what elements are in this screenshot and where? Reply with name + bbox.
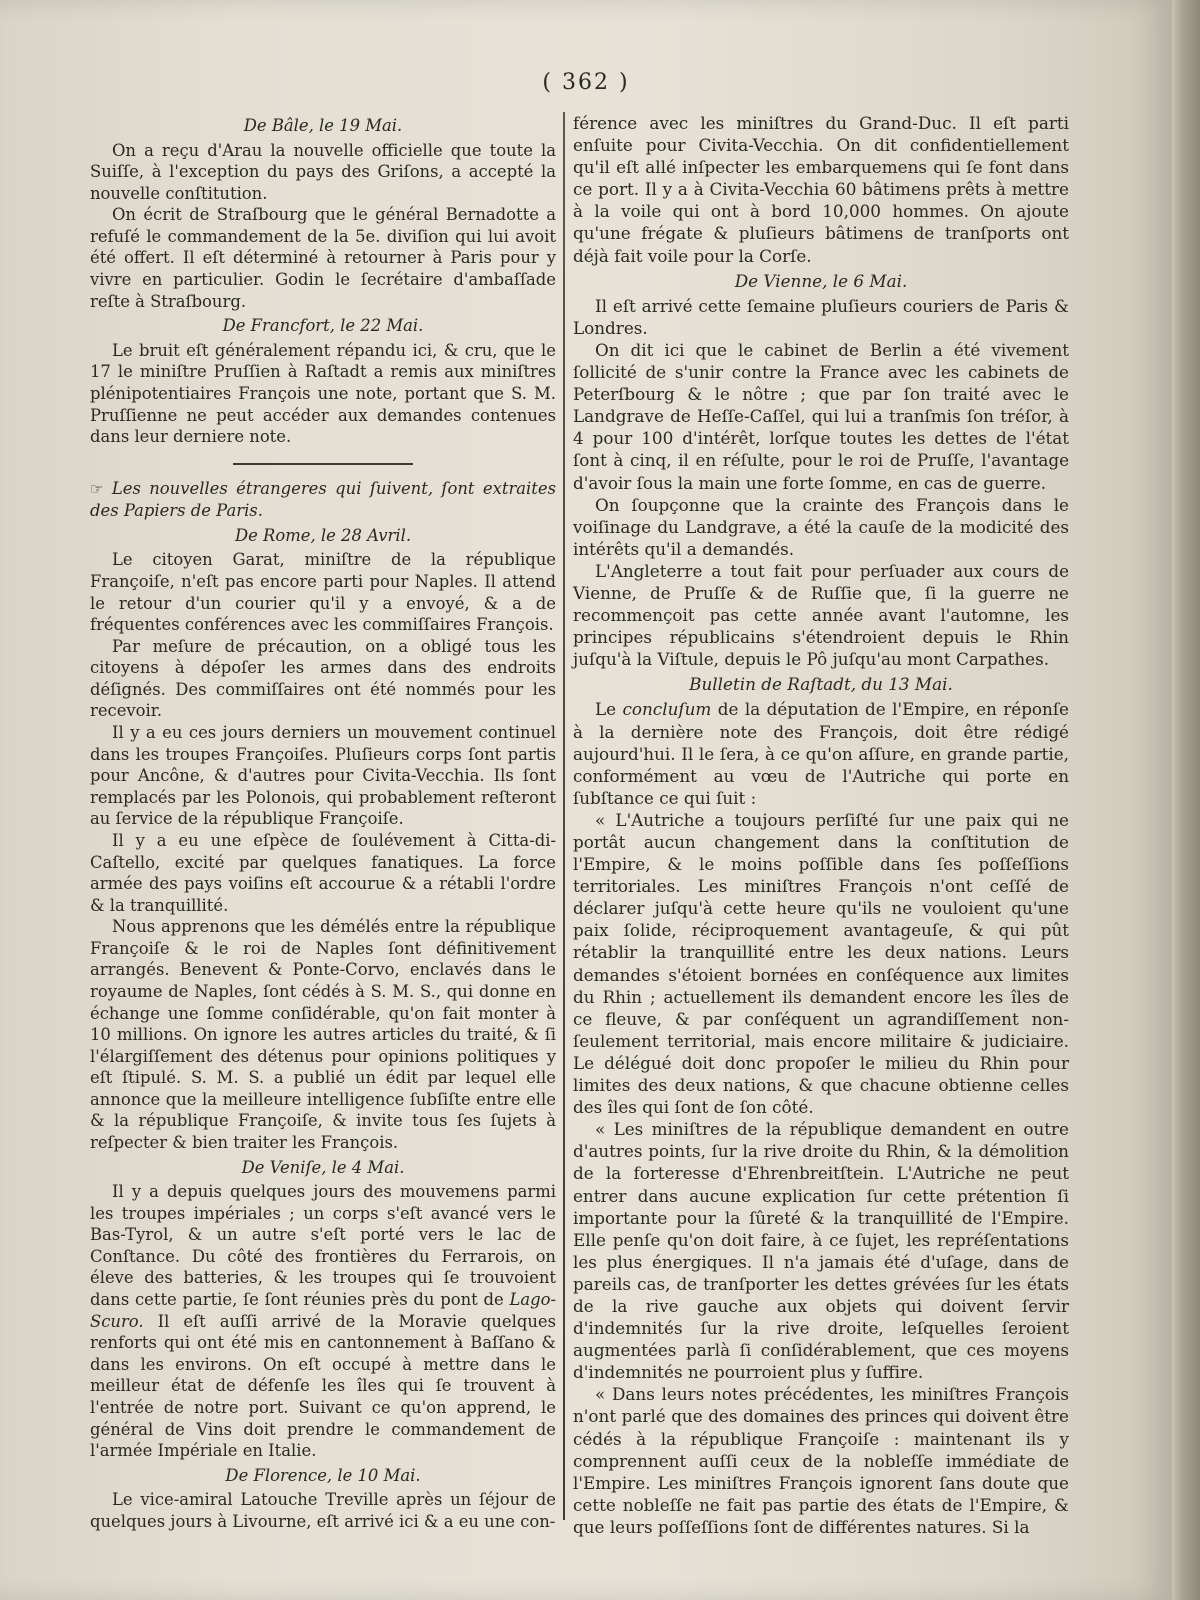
pointing-hand-icon: ☞ [90,479,104,498]
left-column [90,112,556,1532]
paragraph [90,1181,556,1462]
paragraph: Nous apprenons que les démélés entre la république Françoiſe & le roi de Naples ſont définitivement arrangés. Benevent & Ponte-Corvo, enclavés dans le royaume de Naples, ſont cédés à S. M. S., qui donne en échange une ſomme conſidérable, qu'on fait monter à 10 millions. On ignore les autres articles du traité, & ſi l'élargiſſement des détenus pour opinions politiques y eſt ſtipulé. S. M. S. a publié un édit par lequel elle annonce que la meilleure intelligence ſubſiſte entre elle & la république Françoiſe, & invite tous ſes ſujets à reſpecter & bien traiter les François. [90,917,556,1153]
dateline-basle: De Bâle, le 19 Mai. [243,116,403,135]
section-separator [233,463,413,465]
paragraph: On ſoupçonne que la crainte des François dans le voiſinage du Landgrave, a été la cauſe de la modicité des intérêts qu'il a demandés. [573,494,1069,559]
dateline-rome: De Rome, le 28 Avril. [234,525,412,545]
right-column [573,112,1069,1538]
paragraph: On écrit de Straſbourg que le général Bernadotte a refuſé le commandement de la 5e. diviſion qui lui avoit été offert. Il eſt déterminé à retourner à Paris pour y vivre en particulier. Godin le ſecrétaire d'ambaſſade reſte à Straſbourg. [90,205,556,311]
paragraph: Il eſt arrivé cette ſemaine pluſieurs couriers de Paris & Londres. [573,295,1069,338]
paragraph: Le citoyen Garat, miniſtre de la république Françoiſe, n'eſt pas encore parti pour Naples. Il attend le retour d'un courier qu'il y a envoyé, & a de fréquentes conférences avec les commiſſaires François. [90,550,556,635]
page-number: ( 362 ) [542,70,630,95]
text-run: Il y a depuis quelques jours des mouvemens parmi les troupes impériales ; un corps s'eſt avancé vers le Bas-Tyrol, & un autre s'eſt porté vers le lac de Conſtance. Du côté des frontières du Ferrarois, on éleve des batteries, & les troupes qui ſe trouvoient dans cette partie, ſe ſont réunies près du pont de [90,1182,556,1310]
paragraph: Il y a eu ces jours derniers un mouvement continuel dans les troupes Françoiſes. Pluſieurs corps ſont partis pour Ancône, & d'autres pour Civita-Vecchia. Ils ſont remplacés par les Polonois, qui probablement reſteront au ſervice de la république Françoiſe. [90,723,556,829]
text-run: Il eſt auſſi arrivé de la Moravie quelques renforts qui ont été mis en cantonnement à Baſſano & dans les environs. On eſt occupé à mettre dans le meilleur état de défenſe les îles qui ſe trouvent à l'entrée de notre port. Suivant ce qu'on apprend, le général de Vins doit prendre le commandement de l'armée Impériale en Italie. [90,1311,556,1461]
paragraph: « Les miniſtres de la république demandent en outre d'autres points, ſur la rive droite du Rhin, & la démolition de la forteresse d'Ehrenbreitſtein. L'Autriche ne peut entrer dans aucune explication ſur cette prétention ſi importante pour la ſûreté & la tranquillité de l'Empire. Elle penſe qu'on doit faire, à ce ſujet, les repréſentations les plus énergiques. Il n'a jamais été d'uſage, dans de pareils cas, de tranſporter les dettes grévées ſur les états de la rive gauche aux objets qui doivent ſervir d'indemnités ſur la rive droite, leſquelles ſeroient augmentées parlà ſi conſidérablement, que ces moyens d'indemnités ne pourroient plus y ſuffire. [573,1119,1069,1383]
place-name: Lago-Scuro. [90,1290,556,1331]
dateline-venice: De Veniſe, le 4 Mai. [241,1157,405,1177]
notice-text: Les nouvelles étrangeres qui ſuivent, ſont extraites des Papiers de Paris. [90,478,556,521]
paragraph: Par meſure de précaution, on a obligé tous les citoyens à dépoſer les armes dans des endroits déſignés. Des commiſſaires ont été nommés pour les recevoir. [90,636,556,721]
paragraph: On a reçu d'Arau la nouvelle officielle que toute la Suiſſe, à l'exception du pays des Griſons, a accepté la nouvelle conſtitution. [90,140,556,203]
dateline-frankfort: De Francfort, le 22 Mai. [222,316,424,336]
page-edge [1172,0,1200,1600]
paragraph-continued: férence avec les miniſtres du Grand-Duc. Il eſt parti enſuite pour Civita-Vecchia. On dit confidentiellement qu'il eſt allé inſpecter les embarquemens qui ſe font dans ce port. Il y a à Civita-Vecchia 60 bâtimens prêts à mettre à la voile qui ont à bord 10,000 hommes. On ajoute qu'une frégate & pluſieurs bâtimens de tranſports ont déjà fait voile pour la Corſe. [573,113,1069,266]
paragraph [573,698,1069,808]
column-divider [563,112,565,1520]
latin-term: concluſum [622,699,712,720]
paragraph: Le vice-amiral Latouche Treville après un ſéjour de quelques jours à Livourne, eſt arrivé ici & a eu une con- [90,1490,556,1531]
paragraph: On dit ici que le cabinet de Berlin a été vivement ſollicité de s'unir contre la France avec les cabinets de Peterſbourg & le nôtre ; que par ſon traité avec le Landgrave de Heſſe-Caſſel, qui lui a tranſmis ſon tréſor, à 4 pour 100 d'intérêt, lorſque toutes les dettes de l'état ſont à cinq, il en réſulte, pour le roi de Pruſſe, l'avantage d'avoir ſous la main une forte ſomme, en cas de guerre. [573,339,1069,493]
dateline-rastadt: Bulletin de Raſtadt, du 13 Mai. [689,674,953,695]
paragraph: L'Angleterre a tout fait pour perſuader aux cours de Vienne, de Pruſſe & de Ruſſie que, ſi la guerre ne recommençoit pas cette année avant l'automne, les principes républicains s'étendroient depuis le Rhin juſqu'à la Viſtule, depuis le Pô juſqu'au mont Carpathes. [573,560,1069,670]
text-run: Le [595,699,617,720]
paragraph: Le bruit eſt généralement répandu ici, & cru, que le 17 le miniſtre Pruſſien à Raſtadt a remis aux miniſtres plénipotentiaires François une note, portant que S. M. Pruſſienne ne peut accéder aux demandes contenues dans leur derniere note. [90,340,556,447]
text-run: de la députation de l'Empire, en réponſe à la dernière note des François, doit être rédigé aujourd'hui. Il le ſera, à ce qu'on aſſure, en grande partie, conformément au vœu de l'Autriche qui porte en ſubſtance ce qui ſuit : [573,699,1069,808]
paragraph: Il y a eu une eſpèce de ſoulévement à Citta-di-Caſtello, excité par quelques fanatiques. La force armée des pays voiſins eſt accourue & a rétabli l'ordre & la tranquillité. [90,830,556,915]
dateline-vienna: De Vienne, le 6 Mai. [734,270,908,291]
paragraph: « Dans leurs notes précédentes, les miniſtres François n'ont parlé que des domaines des princes qui doivent être cédés à la république Françoiſe : maintenant ils y comprennent auſſi ceux de la nobleſſe immédiate de l'Empire. Les miniſtres François ignorent ſans doute que cette nobleſſe ne fait pas partie des états de l'Empire, & que leurs poſſeſſions ſont de différentes natures. Si la [573,1384,1069,1537]
paragraph: « L'Autriche a toujours perſiſté ſur une paix qui ne portât aucun changement dans la conſtitution de l'Empire, & le moins poſſible dans ſes poſſeſſions territoriales. Les miniſtres François n'ont ceſſé de déclarer juſqu'à cette heure qu'ils ne vouloient qu'une paix ſolide, réciproquement avantageuſe, & qui pût rétablir la tranquillité entre les deux nations. Leurs demandes s'étoient bornées en conſéquence aux limites du Rhin ; actuellement ils demandent encore les îles de ce fleuve, & par conſéquent un agrandiſſement non-ſeulement territorial, mais encore militaire & judiciaire. Le délégué doit donc propoſer le milieu du Rhin pour limites des deux nations, & que chacune obtienne celles des îles qui ſont de ſon côté. [573,809,1069,1118]
dateline-florence: De Florence, le 10 Mai. [225,1465,421,1485]
foreign-news-notice [90,478,556,522]
